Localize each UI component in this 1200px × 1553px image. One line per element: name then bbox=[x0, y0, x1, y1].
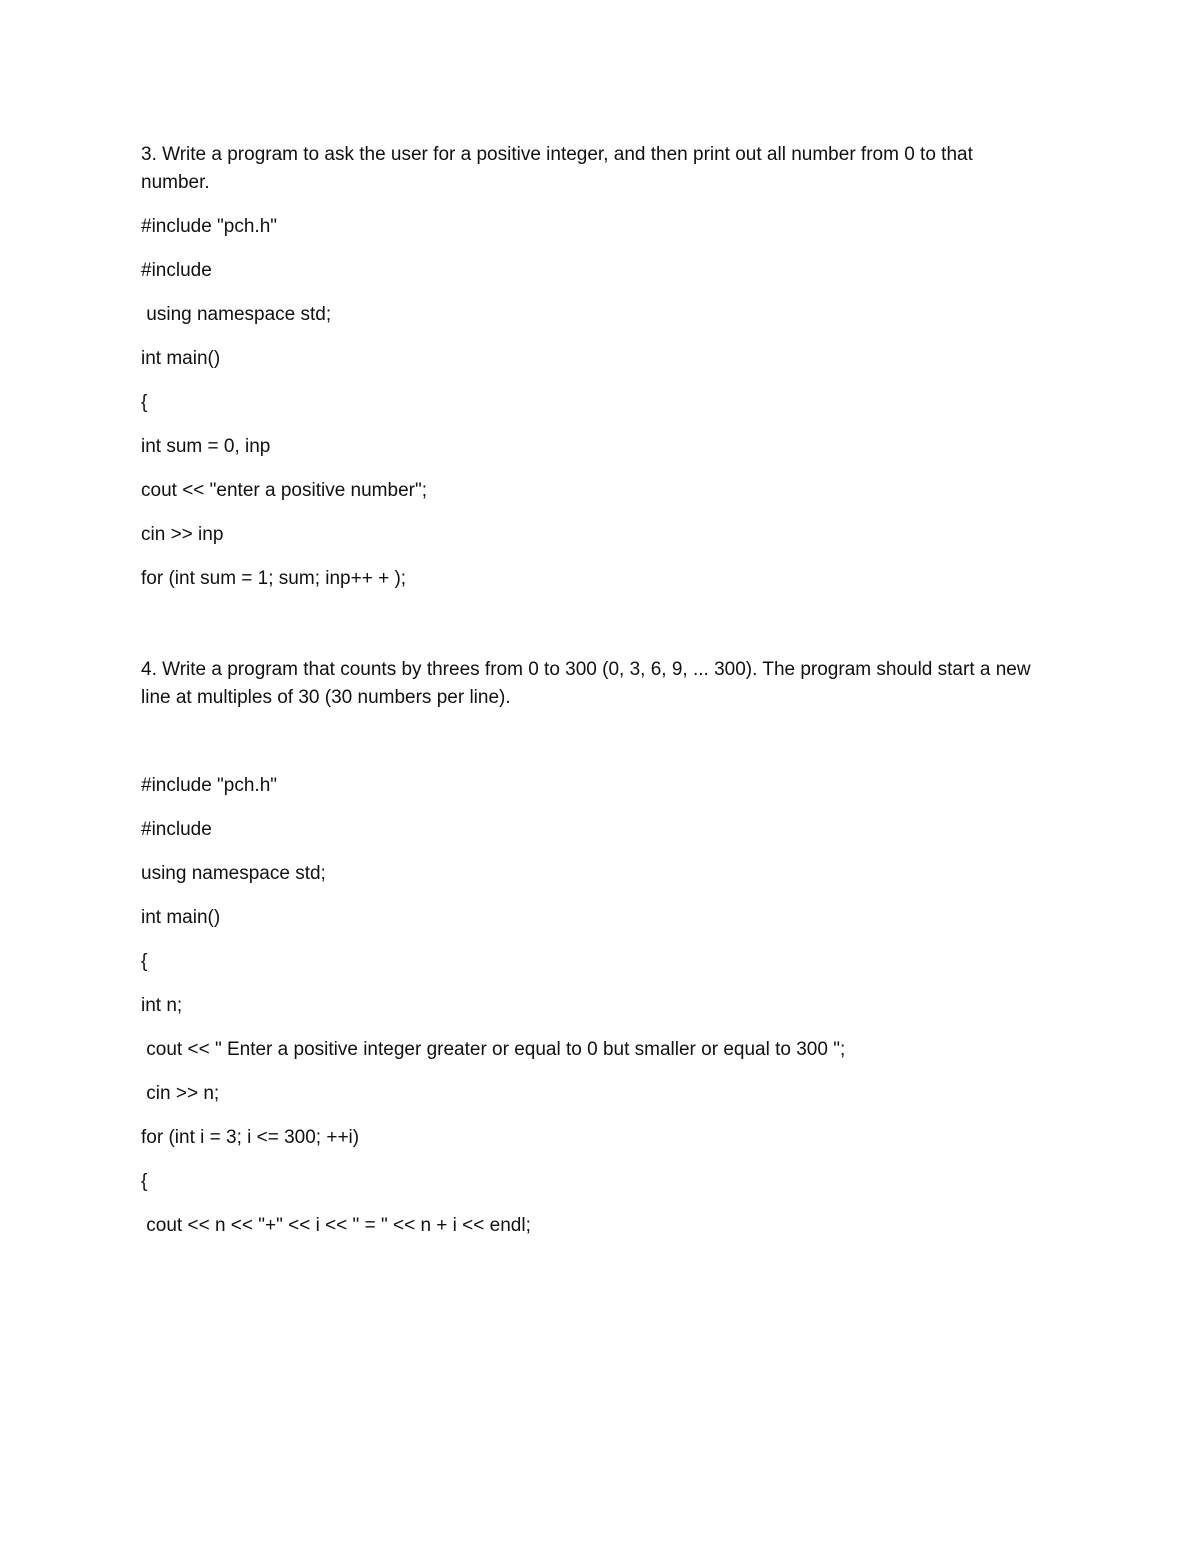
q3-code-line-1: #include "pch.h" bbox=[141, 216, 278, 237]
q4-code-line-6: int n; bbox=[141, 995, 183, 1016]
q4-code-line-2: #include bbox=[141, 819, 212, 840]
q4-code-line-7: cout << " Enter a positive integer greater or equal to 0 but smaller or equal to 300 "; bbox=[141, 1039, 846, 1060]
q3-code-line-3: using namespace std; bbox=[141, 304, 332, 325]
q4-code-line-10: { bbox=[141, 1171, 148, 1192]
q3-code-line-7: cout << "enter a positive number"; bbox=[141, 480, 427, 501]
q3-code-line-5: { bbox=[141, 392, 148, 413]
q3-code-line-9: for (int sum = 1; sum; inp++ + ); bbox=[141, 568, 407, 589]
question-3-section bbox=[141, 141, 1041, 593]
q4-code-line-11: cout << n << "+" << i << " = " << n + i << endl; bbox=[141, 1215, 531, 1236]
q4-code-line-3: using namespace std; bbox=[141, 863, 326, 884]
q3-code-line-8: cin >> inp bbox=[141, 524, 224, 545]
q3-code-line-6: int sum = 0, inp bbox=[141, 436, 271, 457]
q3-code-line-4: int main() bbox=[141, 348, 221, 369]
q4-code-line-8: cin >> n; bbox=[141, 1083, 220, 1104]
question-4-text: 4. Write a program that counts by threes from 0 to 300 (0, 3, 6, 9, ... 300). The program should start a new line at multiples of 30 (30 numbers per line). bbox=[141, 659, 1031, 708]
q4-code-line-4: int main() bbox=[141, 907, 221, 928]
q4-code-line-9: for (int i = 3; i <= 300; ++i) bbox=[141, 1127, 360, 1148]
q4-code-line-1: #include "pch.h" bbox=[141, 775, 278, 796]
q4-code-line-5: { bbox=[141, 951, 148, 972]
question-3-text: 3. Write a program to ask the user for a positive integer, and then print out all number from 0 to that number. bbox=[141, 144, 973, 193]
question-4-section bbox=[141, 656, 1041, 1240]
q3-code-line-2: #include bbox=[141, 260, 212, 281]
